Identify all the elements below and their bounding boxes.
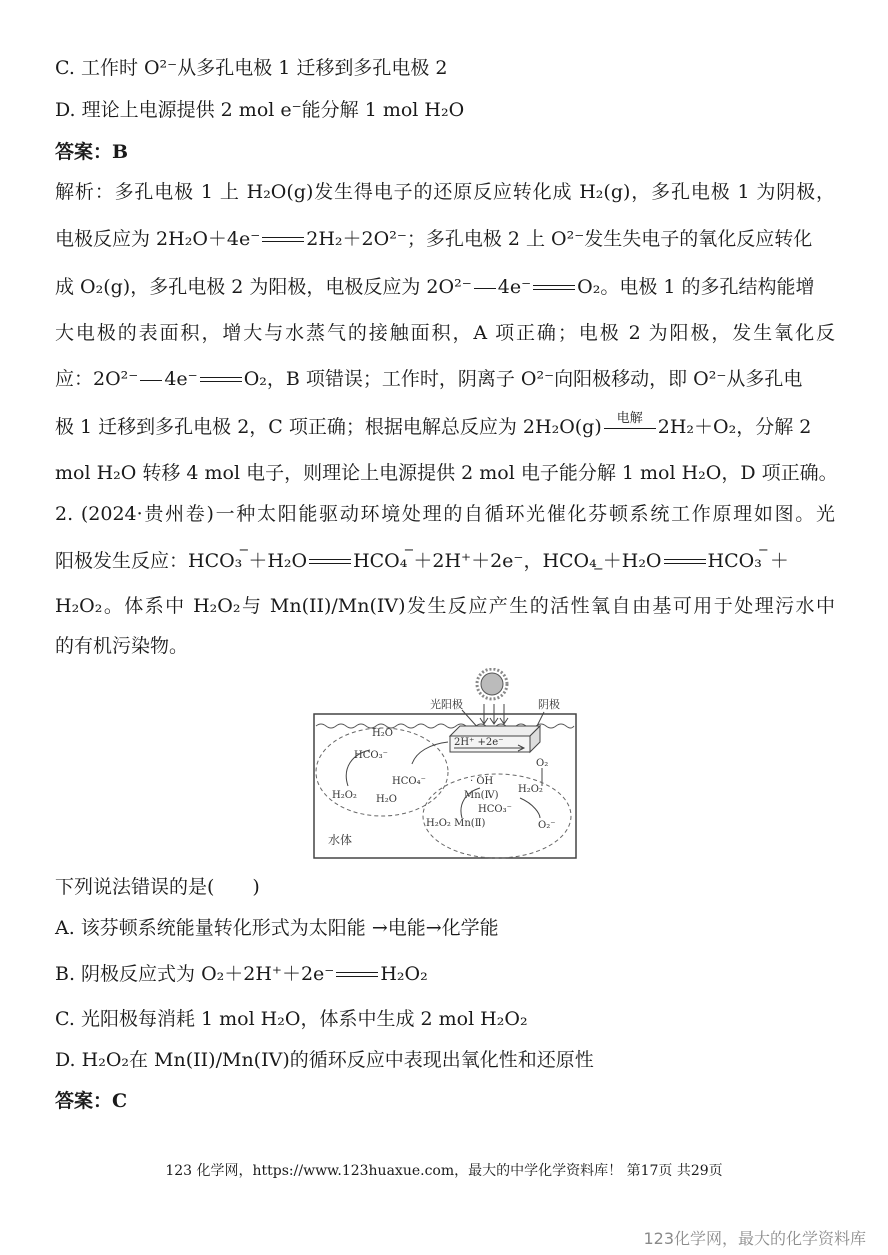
q1-analysis-line-3: [55, 274, 835, 300]
q2-question: 下列说法错误的是( ): [55, 876, 260, 898]
q1-analysis-line-3-part-3: O₂。电极 1 的多孔结构能增: [577, 276, 815, 298]
q2-stem-part: ＋: [769, 550, 789, 572]
q2-option-a: A. 该芬顿系统能量转化形式为太阳能 →电能→化学能: [55, 917, 499, 939]
oh-radical-label: · OH: [470, 776, 494, 787]
q1-analysis-line-5-part-3: O₂，B 项错误；工作时，阴离子 O²⁻向阳极移动，即 O²⁻从多孔电: [243, 368, 803, 390]
ion-charge: −: [238, 543, 250, 558]
hco3-right-label: HCO₃⁻: [478, 804, 512, 815]
electrolysis-condition-arrow: [602, 411, 658, 438]
q1-answer: 答案：B: [55, 141, 129, 163]
ion-charge: −: [592, 562, 604, 577]
q1-analysis-line-5: [55, 366, 835, 392]
q1-analysis-line-5-part-2: 4e⁻: [164, 368, 198, 390]
q1-analysis-line-2-part-1: 电极反应为 2H₂O＋4e⁻: [55, 228, 261, 250]
q2-stem-line-3: H₂O₂。体系中 H₂O₂与 Mn(II)/Mn(IV)发生反应产生的活性氧自由基可用于处理污水中: [55, 595, 835, 617]
q1-analysis-line-3-part-2: 4e⁻: [497, 276, 532, 298]
equals-sign: [307, 555, 353, 569]
q2-option-b-part-2: H₂O₂: [380, 963, 428, 985]
o2-label: O₂: [536, 758, 549, 769]
q1-analysis-line-5-part-1: 应：2O²⁻: [55, 368, 139, 390]
q1-analysis-line-7: mol H₂O 转移 4 mol 电子，则理论上电源提供 2 mol 电子能分解 1 mol H₂O，D 项正确。: [55, 462, 838, 484]
page-footer: 123 化学网，https://www.123huaxue.com，最大的中学化学资料库！ 第17页 共29页: [165, 1163, 723, 1179]
q1-analysis-line-6-part-1: 极 1 迁移到多孔电极 2，C 项正确；根据电解总反应为 2H₂O(g): [55, 416, 602, 438]
q2-option-c: C. 光阳极每消耗 1 mol H₂O，体系中生成 2 mol H₂O₂: [55, 1008, 528, 1030]
h2o2-mn2-label: H₂O₂ Mn(Ⅱ): [426, 818, 486, 829]
equals-sign: [198, 373, 244, 387]
sun-icon: [477, 669, 507, 699]
h2o-top-label: H₂O: [372, 728, 393, 739]
ion-text: HCO₃: [707, 550, 762, 572]
q1-analysis-line-3-part-1: 成 O₂(g)，多孔电极 2 为阳极，电极反应为 2O²⁻: [55, 276, 472, 298]
h2o-left-label: H₂O: [376, 794, 397, 805]
q1-option-c: C. 工作时 O²⁻从多孔电极 1 迁移到多孔电极 2: [55, 57, 448, 79]
q2-stem-part: ＋H₂O: [602, 550, 662, 572]
cathode-label: 阴极: [538, 698, 560, 711]
q2-stem-line-2: [55, 543, 835, 577]
minus-dash: [140, 380, 162, 381]
q1-analysis-line-2: [55, 226, 835, 252]
q1-analysis-line-4: 大电极的表面积，增大与水蒸气的接触面积，A 项正确；电极 2 为阳极，发生氧化反: [55, 322, 835, 344]
hco3-left-label: HCO₃⁻: [354, 750, 388, 761]
mn4-label: Mn(Ⅳ): [464, 790, 499, 801]
water-body-label: 水体: [328, 833, 353, 847]
ion-charge: −: [757, 543, 769, 558]
photoanode-label: 光阳极: [430, 698, 463, 711]
electrode-reaction-label: 2H⁺ +2e⁻: [454, 737, 504, 748]
right-cycle-region: [423, 774, 571, 858]
q2-option-b-part-1: B. 阴极反应式为 O₂＋2H⁺＋2e⁻: [55, 963, 335, 985]
ion-text: 阳极发生反应：HCO₃: [55, 550, 243, 572]
hco4-left-label: HCO₄⁻: [392, 776, 426, 787]
q1-analysis-line-2-part-2: 2H₂＋2O²⁻；多孔电极 2 上 O²⁻发生失电子的氧化反应转化: [306, 228, 813, 250]
q2-option-b: [55, 961, 835, 987]
superoxide-label: O₂⁻: [538, 820, 556, 831]
q2-stem-part: ＋H₂O: [248, 550, 308, 572]
q2-option-d: D. H₂O₂在 Mn(II)/Mn(IV)的循环反应中表现出氧化性和还原性: [55, 1049, 594, 1071]
h2o2-left-label: H₂O₂: [332, 790, 357, 801]
ion-hco3-1: [55, 543, 250, 574]
photocatalytic-fenton-diagram: [312, 668, 578, 860]
q2-stem-line-4: 的有机污染物。: [55, 635, 189, 657]
equals-sign: [334, 968, 380, 982]
equals-sign: [662, 555, 708, 569]
minus-dash: [474, 288, 496, 289]
q1-analysis-line-6-part-2: 2H₂＋O₂，分解 2: [657, 416, 812, 438]
electrolysis-label: 电解: [616, 411, 643, 426]
q1-analysis-line-6: [55, 411, 835, 440]
ion-hco4-1: [353, 543, 415, 574]
site-watermark: 123化学网，最大的化学资料库: [643, 1229, 866, 1248]
q2-stem-line-1: 2. (2024·贵州卷)一种太阳能驱动环境处理的自循环光催化芬顿系统工作原理如图。光: [55, 503, 835, 525]
q1-analysis-line-1: 解析：多孔电极 1 上 H₂O(g)发生得电子的还原反应转化成 H₂(g)，多孔电极 1 为阴极，: [55, 181, 835, 203]
ion-text: HCO₄: [353, 550, 408, 572]
light-arrows-icon: [480, 704, 508, 724]
q2-answer: 答案：C: [55, 1090, 128, 1112]
ion-charge: −: [403, 543, 415, 558]
condition-bar: [604, 428, 656, 429]
q2-stem-part: ＋2H⁺＋2e⁻，HCO₄: [413, 550, 597, 572]
equals-sign: [260, 233, 306, 247]
h2o2-right-label: H₂O₂: [518, 784, 543, 795]
q1-option-d: D. 理论上电源提供 2 mol e⁻能分解 1 mol H₂O: [55, 99, 465, 121]
equals-sign: [531, 281, 577, 295]
ion-hco3-2: [707, 543, 769, 574]
